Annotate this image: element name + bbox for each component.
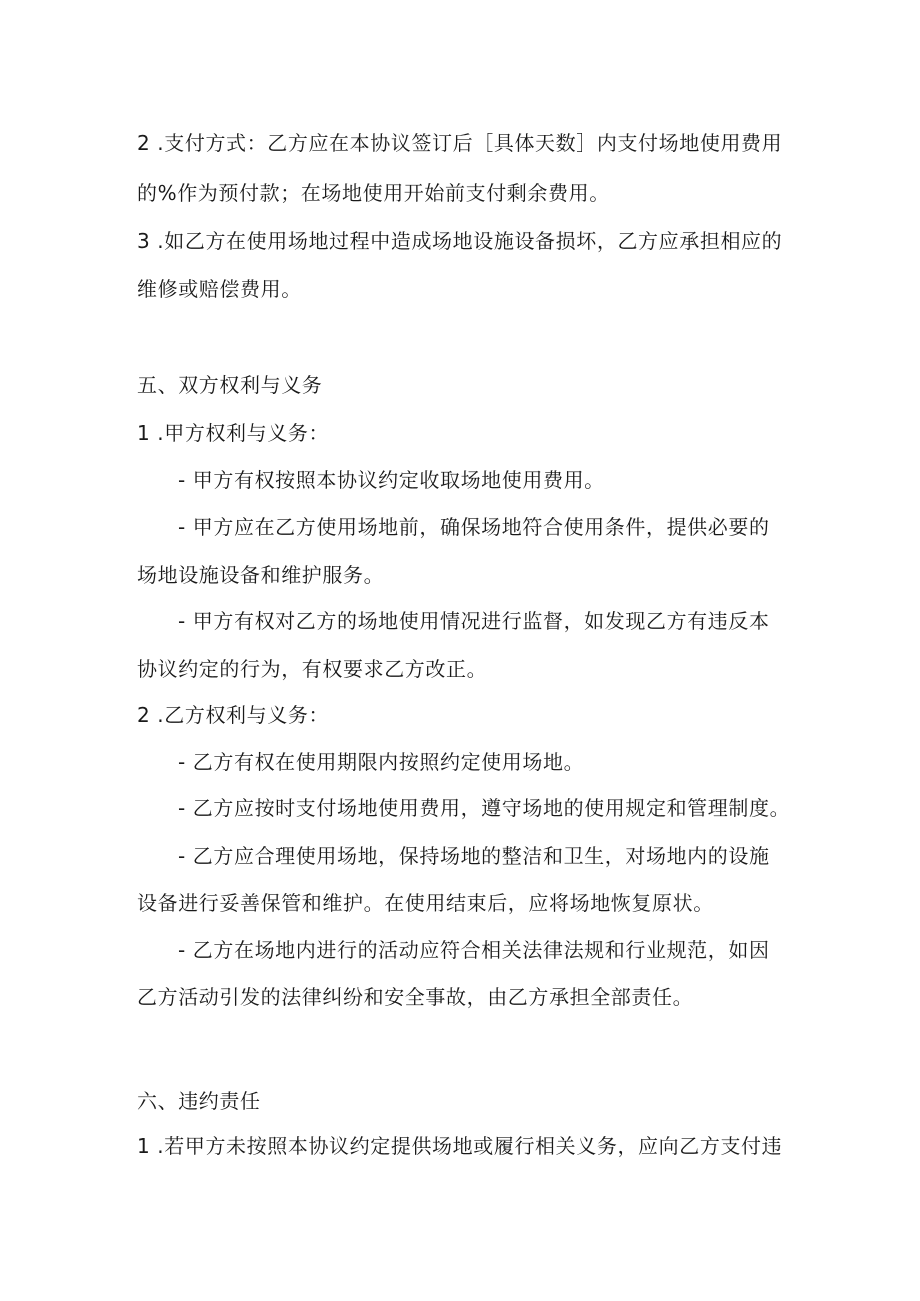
party-b-item-3-line-1: - 乙方应合理使用场地，保持场地的整洁和卫生，对场地内的设施: [178, 844, 770, 868]
section-heading-breach: 六、违约责任: [137, 1089, 261, 1113]
party-b-item-2: - 乙方应按时支付场地使用费用，遵守场地的使用规定和管理制度。: [178, 796, 791, 820]
party-b-item-4-line-1: - 乙方在场地内进行的活动应符合相关法律法规和行业规范，如因: [178, 938, 770, 962]
party-a-item-3-line-2: 协议约定的行为，有权要求乙方改正。: [137, 657, 488, 681]
party-b-heading: 2 .乙方权利与义务：: [137, 703, 330, 727]
party-b-item-3-line-2: 设备进行妥善保管和维护。在使用结束后，应将场地恢复原状。: [137, 891, 714, 915]
party-b-item-1: - 乙方有权在使用期限内按照约定使用场地。: [178, 750, 585, 774]
party-a-item-2-line-1: - 甲方应在乙方使用场地前，确保场地符合使用条件，提供必要的: [178, 515, 770, 539]
breach-clause-line-1: 1 .若甲方未按照本协议约定提供场地或履行相关义务，应向乙方支付违: [137, 1134, 783, 1158]
damage-clause-line-2: 维修或赔偿费用。: [137, 277, 302, 301]
party-a-item-1: - 甲方有权按照本协议约定收取场地使用费用。: [178, 468, 605, 492]
party-a-item-3-line-1: - 甲方有权对乙方的场地使用情况进行监督，如发现乙方有违反本: [178, 609, 770, 633]
payment-method-line-2: 的%作为预付款；在场地使用开始前支付剩余费用。: [137, 181, 610, 205]
party-a-heading: 1 .甲方权利与义务：: [137, 421, 330, 445]
party-a-item-2-line-2: 场地设施设备和维护服务。: [137, 563, 385, 587]
party-b-item-4-line-2: 乙方活动引发的法律纠纷和安全事故，由乙方承担全部责任。: [137, 985, 694, 1009]
payment-method-line-1: 2 .支付方式：乙方应在本协议签订后［具体天数］内支付场地使用费用: [137, 131, 783, 155]
damage-clause-line-1: 3 .如乙方在使用场地过程中造成场地设施设备损坏，乙方应承担相应的: [137, 229, 783, 253]
section-heading-rights: 五、双方权利与义务: [137, 373, 323, 397]
